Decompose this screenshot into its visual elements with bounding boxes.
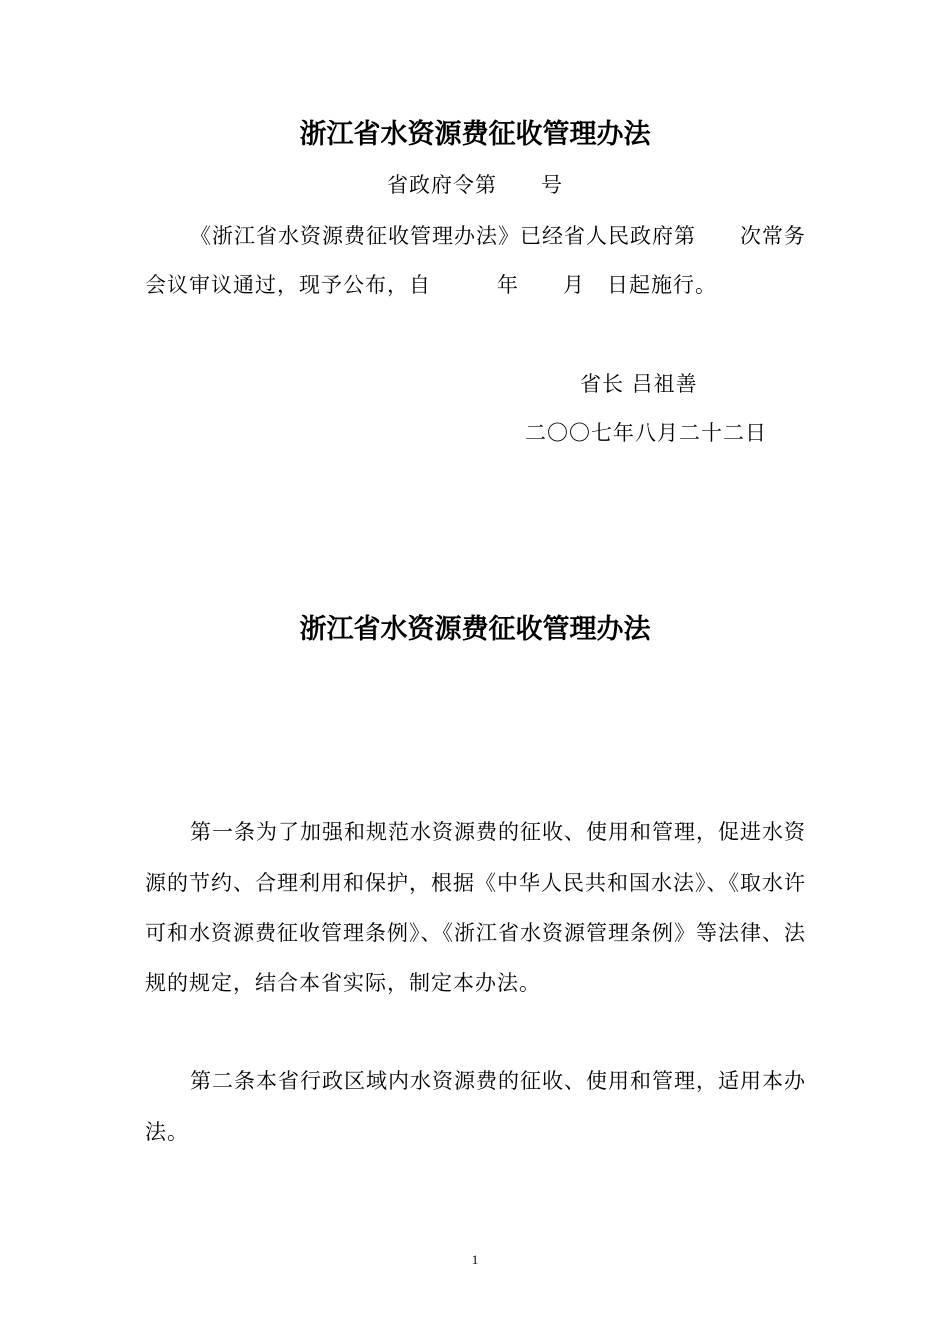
article-line: 第二条本省行政区域内水资源费的征收、使用和管理，适用本办 [190, 1069, 806, 1093]
article-line: 源的节约、合理利用和保护，根据《中华人民共和国水法》、《取水许 [145, 871, 806, 895]
decree-number: 省政府令第 号 [387, 173, 563, 197]
promulgation-line-2: 会议审议通过，现予公布，自 年 月 日起施行。 [145, 273, 717, 297]
main-title: 浙江省水资源费征收管理办法 [299, 614, 651, 645]
page-number: 1 [471, 1252, 479, 1267]
article-line: 可和水资源费征收管理条例》、《浙江省水资源管理条例》等法律、法 [145, 921, 806, 945]
article-line: 第一条为了加强和规范水资源费的征收、使用和管理，促进水资 [190, 820, 806, 844]
signature-date: 二〇〇七年八月二十二日 [525, 421, 767, 445]
article-line: 法。 [145, 1120, 189, 1144]
article-line: 规的规定，结合本省实际，制定本办法。 [145, 971, 541, 995]
promulgation-line-1: 《浙江省水资源费征收管理办法》已经省人民政府第 次常务 [190, 224, 806, 248]
document-title: 浙江省水资源费征收管理办法 [299, 119, 651, 150]
signer: 省长 吕祖善 [580, 372, 698, 396]
